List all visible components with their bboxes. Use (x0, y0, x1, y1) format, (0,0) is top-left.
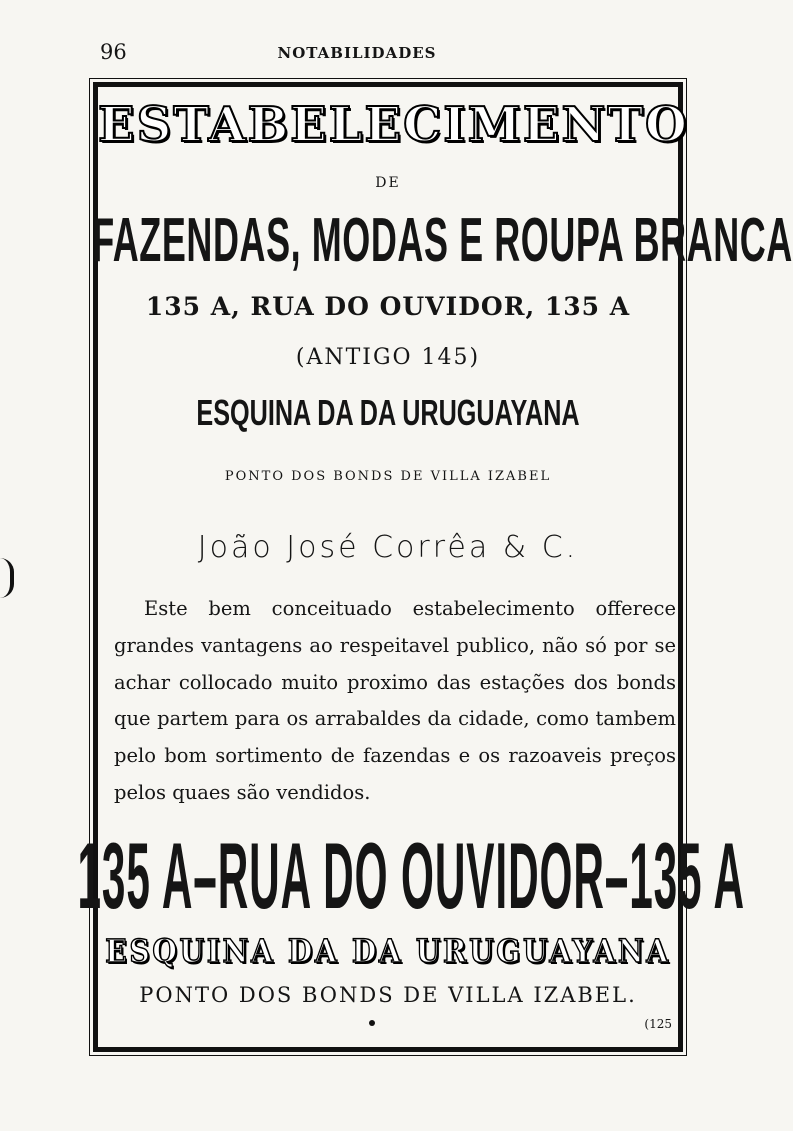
margin-mark (0, 558, 14, 598)
footnote-mark: (125 (644, 1017, 672, 1031)
ad-title-establishment: ESTABELECIMENTO (98, 97, 689, 153)
ad-corner-2: ESQUINA DA DA URUGUAYANA (105, 932, 671, 970)
ad-body (114, 591, 676, 812)
bullet-dot (369, 1020, 375, 1026)
ad-address: 135 A, RUA DO OUVIDOR, 135 A (145, 292, 631, 321)
ad-firm-name: João José Corrêa & C. (197, 530, 579, 565)
ad-former-number: (ANTIGO 145) (295, 345, 481, 370)
page-number: 96 (100, 40, 127, 64)
ad-title-de: DE (375, 175, 401, 191)
ad-tram-stop: PONTO DOS BONDS DE VILLA IZABEL (224, 469, 552, 484)
running-head: NOTABILIDADES (277, 44, 437, 62)
ad-tram-stop-2: PONTO DOS BONDS DE VILLA IZABEL. (139, 983, 637, 1007)
ad-body-paragraph: Este bem conceituado estabelecimento offerece grandes vantagens ao respeitavel publico, não só por se achar collocado muito proximo das estações dos bonds que partem para os arrabaldes da cidade, como tambem pelo bom sortimento de fazendas e os razoaveis preços pelos quaes são vendidos. (114, 597, 676, 804)
advertisement-frame (77, 82, 793, 1052)
ad-title-goods: FAZENDAS, MODAS E ROUPA BRANCA (92, 206, 793, 275)
ad-corner: ESQUINA DA DA URUGUAYANA (196, 392, 580, 433)
ad-big-address: 135 A–RUA DO OUVIDOR–135 A (77, 823, 746, 928)
